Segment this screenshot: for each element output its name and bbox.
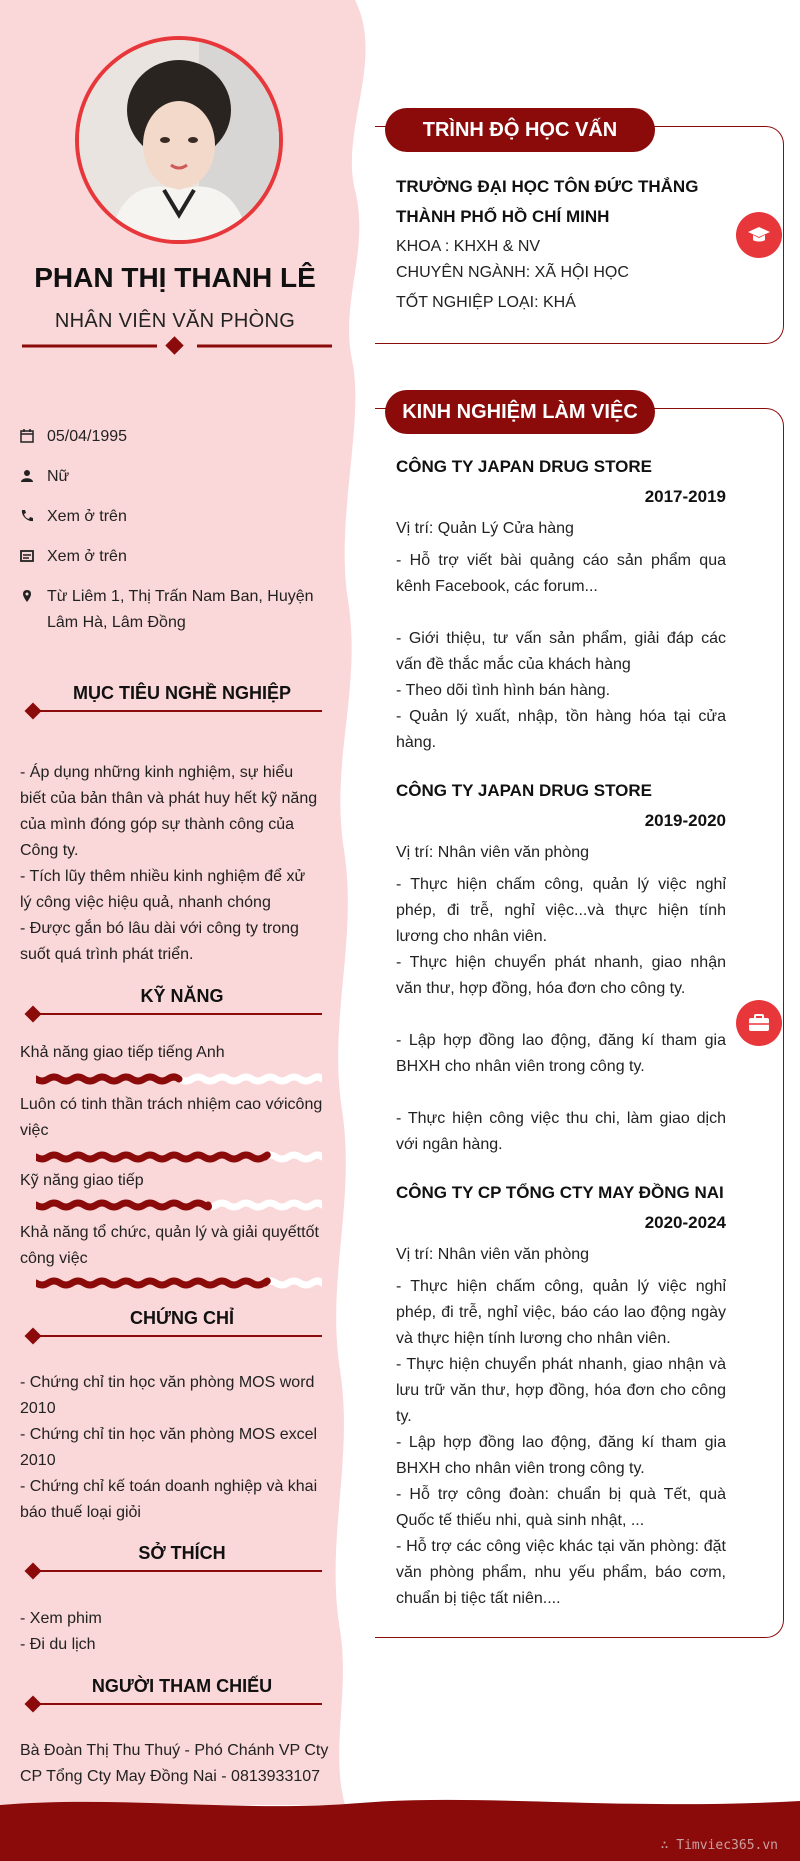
job-duty: - Thực hiện chuyển phát nhanh, giao nhận và lưu trữ văn thư, hợp đồng, hóa đơn cho công ty.	[396, 1356, 726, 1425]
certificate-line: - Chứng chỉ tin học văn phòng MOS word 2010	[20, 1374, 315, 1417]
email-text: Xem ở trên	[47, 548, 127, 565]
envelope-icon	[20, 549, 34, 563]
job-duty: - Hỗ trợ viết bài quảng cáo sản phẩm qua kênh Facebook, các forum...	[396, 552, 726, 595]
objective-title: MỤC TIÊU NGHỀ NGHIỆP	[72, 683, 291, 703]
objective-line: - Được gắn bó lâu dài với công ty trong suốt quá trình phát triển.	[20, 920, 299, 963]
job-period: 2020-2024	[644, 1213, 726, 1232]
certificate-line: - Chứng chỉ tin học văn phòng MOS excel 2010	[20, 1426, 318, 1469]
reference-text: Bà Đoàn Thị Thu Thuý - Phó Chánh VP Cty CP Tổng Cty May Đồng Nai - 0813933107	[20, 1742, 329, 1785]
objective-line: - Tích lũy thêm nhiều kinh nghiệm để xử lý công việc hiệu quả, nhanh chóng	[20, 868, 306, 911]
job-duty: - Quản lý xuất, nhập, tồn hàng hóa tại cửa hàng.	[396, 708, 726, 751]
education-grade: TỐT NGHIỆP LOẠI: KHÁ	[396, 294, 576, 311]
job-duty: - Thực hiện chuyển phát nhanh, giao nhận văn thư, hợp đồng, hóa đơn cho công ty.	[396, 954, 726, 997]
job-duty: - Giới thiệu, tư vấn sản phẩm, giải đáp các vấn đề thắc mắc của khách hàng	[396, 630, 726, 673]
skill-level-bar	[36, 1072, 322, 1086]
skill-label: Luôn có tinh thần trách nhiệm cao vớicông việc	[20, 1096, 323, 1139]
site-watermark: ∴ Timviec365.vn	[660, 1838, 778, 1853]
address-text: Từ Liêm 1, Thị Trấn Nam Ban, Huyện Lâm Hà, Lâm Đồng	[47, 588, 314, 631]
skill-level-bar	[36, 1150, 322, 1164]
job-company: CÔNG TY CP TỔNG CTY MAY ĐỒNG NAI	[396, 1183, 724, 1202]
skill-label: Kỹ năng giao tiếp	[20, 1172, 144, 1189]
skill-bar-fill	[36, 1155, 267, 1159]
job-position: Vị trí: Nhân viên văn phòng	[396, 844, 590, 861]
education-major: CHUYÊN NGÀNH: XÃ HỘI HỌC	[396, 264, 629, 281]
hobby-line: - Xem phim	[20, 1610, 102, 1627]
education-tab: TRÌNH ĐỘ HỌC VẤN	[385, 108, 655, 152]
hobbies-title: SỞ THÍCH	[138, 1543, 226, 1563]
certificates-heading	[22, 1308, 322, 1346]
phone-text: Xem ở trên	[47, 508, 127, 525]
birthday-text: 05/04/1995	[47, 428, 128, 445]
objective-line: - Áp dụng những kinh nghiệm, sự hiểu biết của bản thân và phát huy hết kỹ năng của mình đóng góp sự thành công của Công ty.	[20, 764, 318, 859]
job-duty: - Thực hiện chấm công, quản lý việc nghỉ phép, đi trễ, nghỉ việc...và thực hiện tính lương cho nhân viên.	[396, 876, 726, 945]
job-duty: - Thực hiện công việc thu chi, làm giao dịch với ngân hàng.	[396, 1110, 726, 1153]
certificates-title: CHỨNG CHỈ	[130, 1308, 234, 1328]
skill-bar-fill	[36, 1281, 267, 1285]
skill-label: Khả năng giao tiếp tiếng Anh	[20, 1044, 225, 1061]
job-position: Vị trí: Quản Lý Cửa hàng	[396, 520, 574, 537]
skill-bar-fill	[36, 1203, 209, 1207]
graduation-cap-icon	[736, 212, 782, 258]
skills-title: KỸ NĂNG	[140, 986, 224, 1006]
briefcase-icon	[736, 1000, 782, 1046]
gender-text: Nữ	[47, 468, 70, 485]
reference-heading	[22, 1676, 322, 1714]
job-duty: - Lập hợp đồng lao động, đăng kí tham gia BHXH cho nhân viên trong công ty.	[396, 1032, 726, 1075]
job-period: 2017-2019	[644, 487, 726, 506]
job-duty: - Theo dõi tình hình bán hàng.	[396, 682, 611, 699]
job-duty: - Hỗ trợ các công việc khác tại văn phòng: đặt văn phòng phẩm, nhu yếu phẩm, báo cơm, chuẩn bị tiệc tất niên....	[396, 1538, 726, 1607]
profile-avatar	[75, 36, 283, 244]
certificate-line: - Chứng chỉ kế toán doanh nghiệp và khai báo thuế loại giỏi	[20, 1478, 318, 1521]
candidate-name: PHAN THỊ THANH LÊ	[34, 262, 316, 293]
skill-level-bar	[36, 1276, 322, 1290]
hobby-line: - Đi du lịch	[20, 1636, 96, 1653]
education-faculty: KHOA : KHXH & NV	[396, 238, 541, 255]
phone-icon	[20, 509, 34, 523]
skill-label: Khả năng tổ chức, quản lý và giải quyếttốt công việc	[20, 1224, 319, 1267]
objective-heading	[22, 683, 322, 721]
experience-tab: KINH NGHIỆM LÀM VIỆC	[385, 390, 655, 434]
job-duty: - Lập hợp đồng lao động, đăng kí tham gia BHXH cho nhân viên trong công ty.	[396, 1434, 726, 1477]
reference-title: NGƯỜI THAM CHIẾU	[91, 1676, 273, 1696]
candidate-title: NHÂN VIÊN VĂN PHÒNG	[54, 310, 296, 332]
watermark-text: Timviec365.vn	[676, 1838, 778, 1853]
skill-level-bar	[36, 1198, 322, 1212]
user-icon	[20, 469, 34, 483]
hobbies-heading	[22, 1543, 322, 1581]
calendar-icon	[20, 429, 34, 443]
job-period: 2019-2020	[644, 811, 726, 830]
job-position: Vị trí: Nhân viên văn phòng	[396, 1246, 590, 1263]
education-school: TRƯỜNG ĐẠI HỌC TÔN ĐỨC THẮNG THÀNH PHỐ HỒ CHÍ MINH	[396, 177, 699, 226]
job-duty: - Thực hiện chấm công, quản lý việc nghỉ phép, đi trễ, nghỉ việc, báo cáo lao động ngày và thực hiện tính lương cho nhân viên.	[396, 1278, 726, 1347]
skill-bar-fill	[36, 1077, 179, 1081]
name-divider	[22, 336, 332, 356]
job-company: CÔNG TY JAPAN DRUG STORE	[396, 457, 652, 476]
map-pin-icon	[20, 589, 34, 603]
skills-heading	[22, 986, 322, 1024]
job-company: CÔNG TY JAPAN DRUG STORE	[396, 781, 652, 800]
job-duty: - Hỗ trợ công đoàn: chuẩn bị quà Tết, quà Quốc tế thiếu nhi, quà sinh nhật, ...	[396, 1486, 726, 1529]
